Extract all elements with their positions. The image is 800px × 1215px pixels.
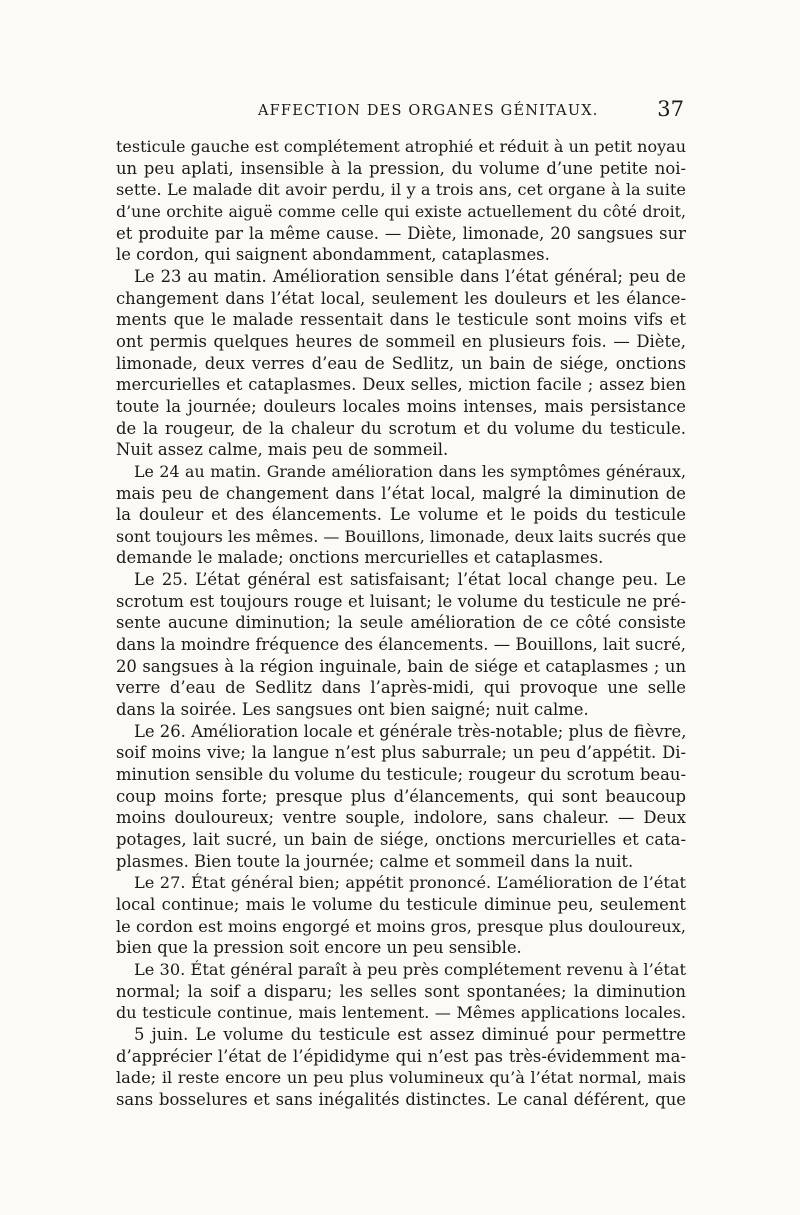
text-line: local continue; mais le volume du testicule diminue peu, seulement [116, 894, 686, 914]
text-line: et produite par la même cause. — Diète, limonade, 20 sangsues sur [116, 223, 686, 243]
text-line: soif moins vive; la langue n’est plus saburrale; un peu d’appétit. Di- [116, 743, 686, 763]
text-line: limonade, deux verres d’eau de Sedlitz, un bain de siége, onctions [116, 353, 686, 373]
text-line: d’apprécier l’état de l’épididyme qui n’est pas très-évidemment ma- [116, 1046, 686, 1066]
body-text [116, 136, 686, 1111]
text-line: Le 27. État général bien; appétit prononcé. L’amélioration de l’état [134, 873, 686, 893]
text-line: sont toujours les mêmes. — Bouillons, limonade, deux laits sucrés que [116, 526, 687, 546]
text-line: moins douloureux; ventre souple, indolore, sans chaleur. — Deux [116, 808, 686, 828]
text-line: dans la moindre fréquence des élancements. — Bouillons, lait sucré, [116, 635, 686, 655]
text-line: mais peu de changement dans l’état local, malgré la diminution de [116, 483, 686, 503]
text-line: bien que la pression soit encore un peu sensible. [116, 938, 522, 958]
text-line: testicule gauche est complétement atrophié et réduit à un petit noyau [116, 137, 686, 156]
text-line: sente aucune diminution; la seule amélioration de ce côté consiste [116, 613, 686, 633]
text-line: le cordon est moins engorgé et moins gros, presque plus douloureux, [116, 916, 686, 936]
text-line: potages, lait sucré, un bain de siége, onctions mercurielles et cata- [116, 830, 686, 849]
text-line: le cordon, qui saignent abondamment, cataplasmes. [116, 245, 550, 265]
page-number: 37 [657, 97, 684, 121]
page-header [118, 97, 684, 127]
text-line: un peu aplati, insensible à la pression, du volume d’une petite noi- [116, 158, 686, 178]
text-line: sette. Le malade dit avoir perdu, il y a trois ans, cet organe à la suite [116, 180, 686, 200]
text-line: verre d’eau de Sedlitz dans l’après-midi, qui provoque une selle [116, 678, 686, 698]
text-line: dans la soirée. Les sangsues ont bien saigné; nuit calme. [116, 700, 589, 720]
text-line: Le 30. État général paraît à peu près complétement revenu à l’état [134, 959, 686, 979]
text-line: normal; la soif a disparu; les selles sont spontanées; la diminution [116, 981, 686, 1001]
text-line: Le 25. L’état général est satisfaisant; l’état local change peu. Le [134, 570, 686, 590]
text-line: Nuit assez calme, mais peu de sommeil. [116, 440, 449, 460]
text-line: sans bosselures et sans inégalités distinctes. Le canal déférent, que [116, 1089, 686, 1109]
text-line: Le 24 au matin. Grande amélioration dans les symptômes généraux, [134, 461, 686, 481]
text-line: 5 juin. Le volume du testicule est assez diminué pour permettre [134, 1024, 686, 1044]
text-line: coup moins forte; presque plus d’élancements, qui sont beaucoup [116, 786, 686, 806]
text-line: demande le malade; onctions mercurielles et cataplasmes. [116, 548, 604, 568]
text-line: lade; il reste encore un peu plus volumineux qu’à l’état normal, mais [116, 1068, 686, 1088]
text-line: ments que le malade ressentait dans le testicule sont moins vifs et [116, 310, 686, 330]
text-line: scrotum est toujours rouge et luisant; le volume du testicule ne pré- [116, 591, 686, 611]
text-line: d’une orchite aiguë comme celle qui existe actuellement du côté droit, [116, 201, 686, 221]
text-line: 20 sangsues à la région inguinale, bain de siége et cataplasmes ; un [116, 656, 686, 676]
text-line: du testicule continue, mais lentement. — Mêmes applications locales. [116, 1003, 686, 1023]
text-line: plasmes. Bien toute la journée; calme et sommeil dans la nuit. [116, 851, 634, 871]
running-title: AFFECTION DES ORGANES GÉNITAUX. [258, 103, 599, 119]
text-line: toute la journée; douleurs locales moins intenses, mais persistance [116, 396, 686, 416]
text-line: mercurielles et cataplasmes. Deux selles, miction facile ; assez bien [116, 375, 686, 395]
text-line: de la rougeur, de la chaleur du scrotum et du volume du testicule. [116, 418, 686, 438]
text-line: Le 26. Amélioration locale et générale très-notable; plus de fièvre, [134, 721, 687, 741]
text-line: Le 23 au matin. Amélioration sensible dans l’état général; peu de [134, 266, 686, 286]
text-line: ont permis quelques heures de sommeil en plusieurs fois. — Diète, [116, 331, 686, 351]
text-line: la douleur et des élancements. Le volume et le poids du testicule [116, 505, 686, 525]
text-line: changement dans l’état local, seulement les douleurs et les élance- [116, 288, 686, 308]
text-line: minution sensible du volume du testicule; rougeur du scrotum beau- [116, 765, 686, 785]
